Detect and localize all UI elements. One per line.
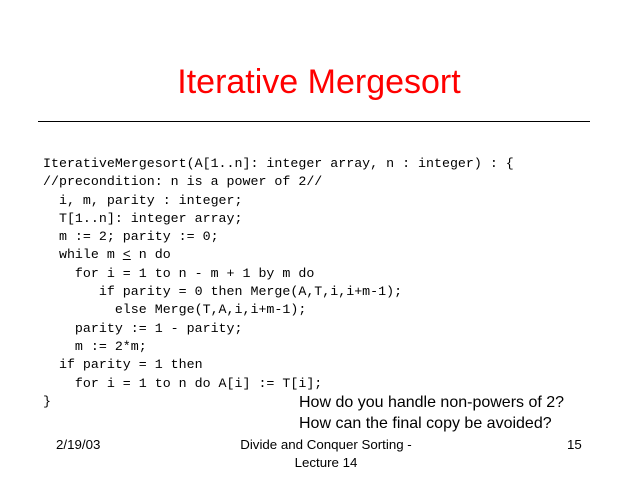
footer-center-line-2: Lecture 14 bbox=[294, 455, 358, 470]
question-non-powers: How do you handle non-powers of 2? bbox=[299, 394, 565, 411]
code-text: T[1..n]: integer array; bbox=[43, 210, 243, 226]
code-text: if parity = 0 then Merge(A,T,i,i+m-1); bbox=[43, 284, 403, 300]
code-text: IterativeMergesort(A[1..n]: integer array, n : integer) : { bbox=[43, 156, 514, 171]
footer-center-line-1: Divide and Conquer Sorting - bbox=[240, 437, 412, 452]
slide-title: Iterative Mergesort bbox=[177, 63, 461, 101]
code-text: } bbox=[43, 393, 51, 409]
question-final-copy: How can the final copy be avoided? bbox=[299, 415, 552, 432]
code-line bbox=[43, 356, 514, 374]
code-line bbox=[43, 228, 514, 246]
code-line bbox=[43, 246, 514, 264]
code-line bbox=[43, 283, 514, 301]
code-line bbox=[43, 155, 514, 173]
code-text: if parity = 1 then bbox=[43, 357, 203, 373]
code-line bbox=[43, 375, 514, 393]
code-line bbox=[43, 173, 514, 191]
footer-lecture-title bbox=[226, 436, 426, 472]
code-text: else Merge(T,A,i,i+m-1); bbox=[43, 302, 307, 318]
code-line bbox=[43, 265, 514, 283]
code-text: i, m, parity : integer; bbox=[43, 192, 243, 208]
code-text: m := 2; parity := 0; bbox=[43, 229, 219, 245]
code-line bbox=[43, 192, 514, 210]
code-line bbox=[43, 210, 514, 228]
title-divider bbox=[38, 121, 590, 122]
code-text: parity := 1 - parity; bbox=[43, 320, 243, 336]
code-line bbox=[43, 301, 514, 319]
code-text: for i = 1 to n do A[i] := T[i]; bbox=[43, 375, 323, 391]
questions bbox=[299, 392, 564, 434]
footer-date: 2/19/03 bbox=[56, 437, 101, 452]
code-text: //precondition: n is a power of 2// bbox=[43, 174, 323, 190]
code-text: for i = 1 to n - m + 1 by m do bbox=[43, 265, 315, 281]
code-line bbox=[43, 320, 514, 338]
code-text: while m bbox=[43, 247, 123, 263]
page-number: 15 bbox=[567, 437, 582, 452]
code-text: m := 2*m; bbox=[43, 338, 147, 354]
code-text: n do bbox=[130, 247, 171, 263]
less-than-or-equal-symbol: < bbox=[122, 247, 131, 263]
code-block bbox=[43, 155, 514, 411]
code-line bbox=[43, 338, 514, 356]
